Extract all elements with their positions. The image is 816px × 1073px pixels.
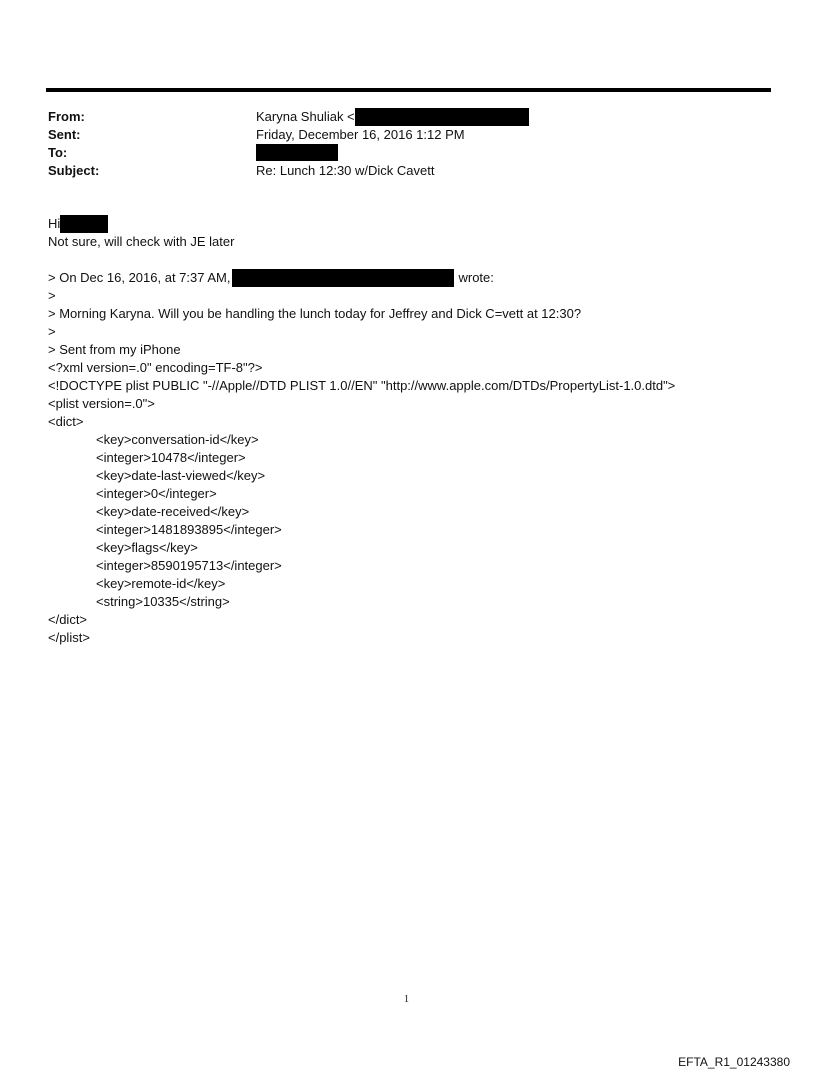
reply-text: Not sure, will check with JE later	[48, 234, 235, 249]
to-label: To:	[48, 145, 68, 160]
from-name: Karyna Shuliak <	[256, 109, 355, 124]
redaction-greeting-name	[60, 215, 108, 233]
xml-line: </dict>	[48, 612, 88, 627]
quote-message: > Morning Karyna. Will you be handling the lunch today for Jeffrey and Dick C=vett at 12:30?	[48, 306, 582, 321]
header-rule	[46, 88, 771, 92]
xml-line: <?xml version=.0" encoding=TF-8"?>	[48, 360, 263, 375]
xml-line: <plist version=.0">	[48, 396, 155, 411]
redaction-quote-sender	[232, 269, 454, 287]
from-value	[256, 108, 529, 126]
subject-label: Subject:	[48, 163, 100, 178]
redaction-to	[256, 144, 338, 161]
document-id: EFTA_R1_01243380	[678, 1055, 790, 1069]
greeting-text: Hi	[48, 216, 61, 231]
xml-line: <dict>	[48, 414, 84, 429]
xml-line: </plist>	[48, 630, 90, 645]
quote-blank-line: >	[48, 324, 56, 339]
xml-line: <integer>0</integer>	[96, 486, 217, 501]
from-label: From:	[48, 109, 85, 124]
quote-wrote-text: wrote:	[458, 270, 494, 285]
sent-value: Friday, December 16, 2016 1:12 PM	[256, 127, 465, 142]
xml-line: <key>conversation-id</key>	[96, 432, 259, 447]
xml-line: <integer>1481893895</integer>	[96, 522, 282, 537]
xml-line: <integer>8590195713</integer>	[96, 558, 282, 573]
quote-blank-line: >	[48, 288, 56, 303]
quote-intro-text: > On Dec 16, 2016, at 7:37 AM,	[48, 270, 231, 285]
xml-line: <string>10335</string>	[96, 594, 230, 609]
quote-signature: > Sent from my iPhone	[48, 342, 181, 357]
xml-line: <key>flags</key>	[96, 540, 198, 555]
xml-line: <key>remote-id</key>	[96, 576, 226, 591]
page-number: 1	[404, 994, 409, 1005]
to-value	[256, 144, 338, 162]
xml-line: <integer>10478</integer>	[96, 450, 246, 465]
sent-label: Sent:	[48, 127, 81, 142]
greeting-line	[48, 215, 108, 233]
quote-intro-line	[48, 269, 494, 287]
xml-line: <key>date-received</key>	[96, 504, 250, 519]
xml-line: <key>date-last-viewed</key>	[96, 468, 266, 483]
xml-line: <!DOCTYPE plist PUBLIC "-//Apple//DTD PLIST 1.0//EN" "http://www.apple.com/DTDs/PropertyList-1.0.dtd">	[48, 378, 676, 393]
redaction-from-email	[355, 108, 529, 126]
subject-value: Re: Lunch 12:30 w/Dick Cavett	[256, 163, 435, 178]
